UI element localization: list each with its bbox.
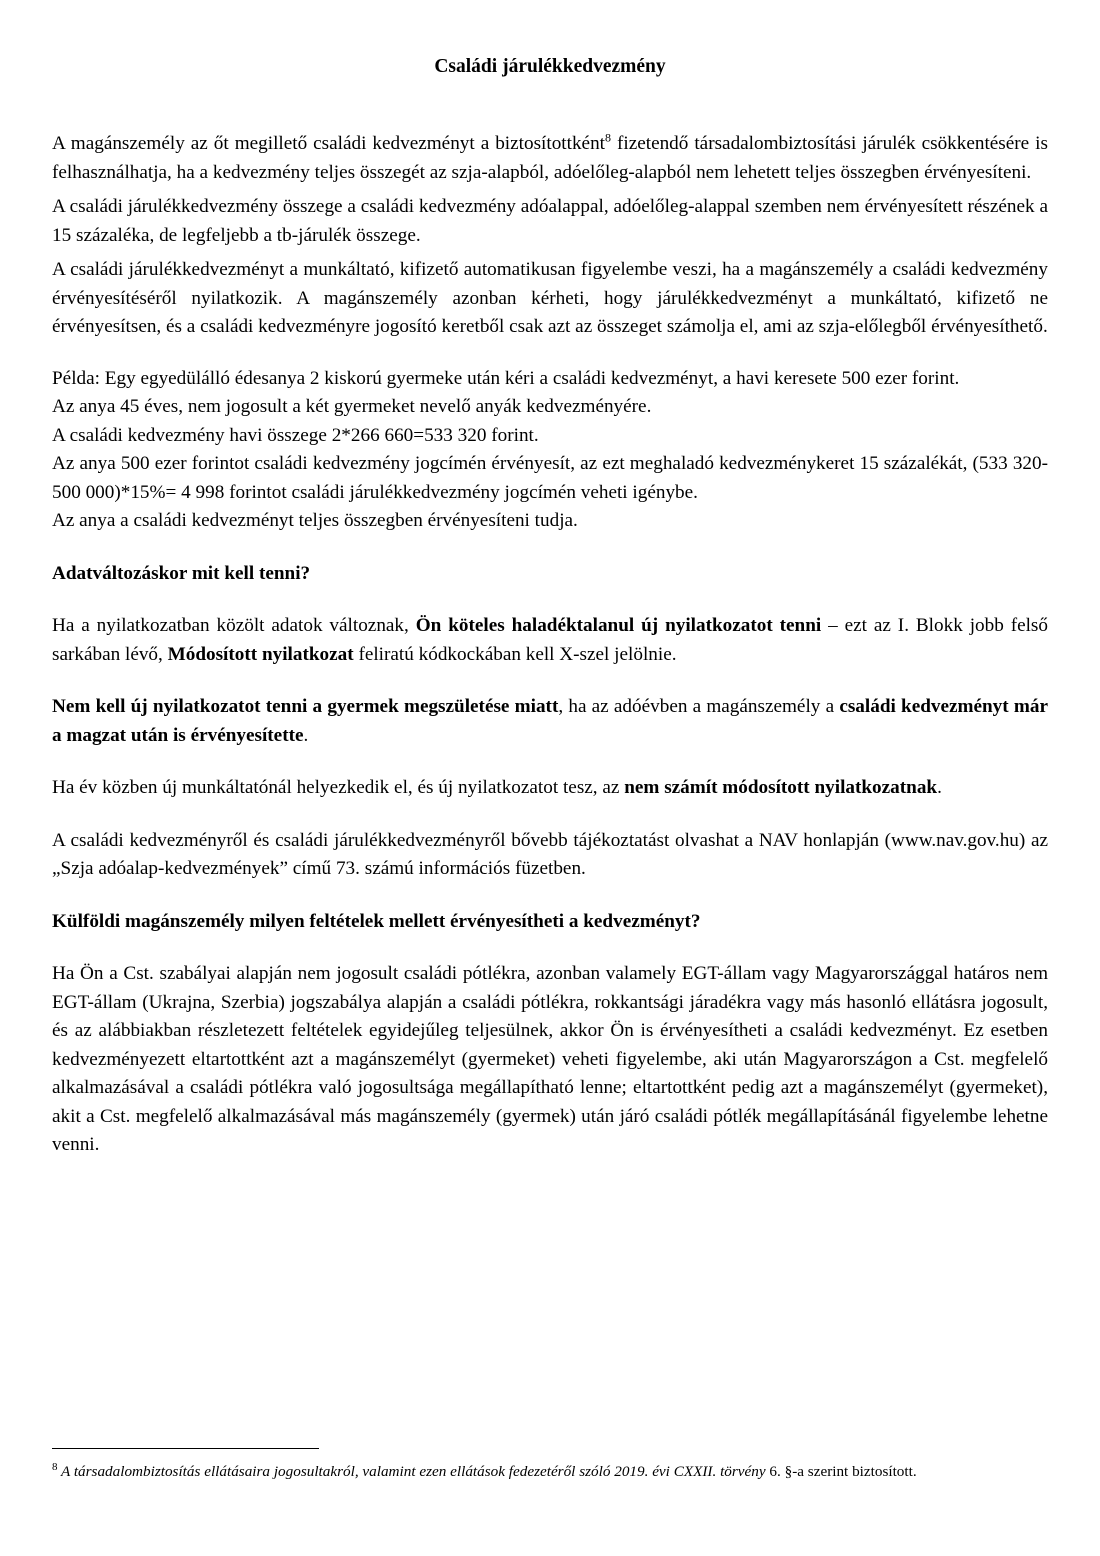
example-line-4: Az anya 500 ezer forintot családi kedvezmény jogcímén érvényesít, az ezt meghaladó kedvezménykeret 15 százalékát, (533 320-500 000)*15%= 4 998 forintot családi járulékkedvezmény jogcímén veheti igénybe. bbox=[52, 453, 1048, 503]
p6-text-c: . bbox=[937, 777, 942, 798]
footnote-reference: 8 bbox=[605, 130, 611, 145]
example-block bbox=[52, 365, 1048, 536]
footnote-rest: 6. §-a szerint biztosított. bbox=[765, 1463, 917, 1480]
p4-bold-d: Módosított nyilatkozat bbox=[167, 643, 354, 665]
footnote-mark: 8 bbox=[52, 1460, 58, 1473]
heading-data-change: Adatváltozáskor mit kell tenni? bbox=[52, 562, 311, 584]
page-title: Családi járulékkedvezmény bbox=[434, 56, 666, 77]
p1-text-a: A magánszemély az őt megillető családi kedvezményt a biztosítottként bbox=[52, 133, 605, 154]
example-line-2: Az anya 45 éves, nem jogosult a két gyermeket nevelő anyák kedvezményére. bbox=[52, 396, 652, 417]
p6-bold-b: nem számít módosított nyilatkozatnak bbox=[624, 777, 938, 798]
heading-foreign-individual: Külföldi magánszemély milyen feltételek mellett érvényesítheti a kedvezményt? bbox=[52, 910, 701, 932]
paragraph-new-employer bbox=[52, 774, 1048, 803]
p6-text-a: Ha év közben új munkáltatónál helyezkedik el, és új nyilatkozatot tesz, az bbox=[52, 777, 625, 798]
p5-bold-c: családi kedvezményt már a magzat után is érvényesítette bbox=[52, 696, 1048, 746]
example-line-3: A családi kedvezmény havi összege 2*266 660=533 320 forint. bbox=[52, 424, 539, 446]
p1-text-b: fizetendő társadalombiztosítási járulék csökkentésére is felhasználhatja, ha a kedvezmény teljes összegét az szja-alapból, adóelőleg-alapból nem lehetett teljes összegben érvényesíteni. bbox=[52, 133, 1048, 183]
footnote bbox=[52, 1462, 1048, 1482]
p4-text-a: Ha a nyilatkozatban közölt adatok változnak, bbox=[52, 615, 416, 636]
p5-text-d: . bbox=[303, 724, 309, 746]
paragraph-discount-amount: A családi járulékkedvezmény összege a családi kedvezmény adóalappal, adóelőleg-alappal szemben nem érvényesített részének a 15 százaléka, de legfeljebb a tb-járulék összege. bbox=[52, 196, 1048, 246]
p5-text-b: , ha az adóévben a magánszemély a bbox=[558, 696, 840, 717]
paragraph-data-change bbox=[52, 612, 1048, 669]
p5-bold-a: Nem kell új nyilatkozatot tenni a gyermek megszületése miatt bbox=[52, 696, 559, 717]
example-line-1: Példa: Egy egyedülálló édesanya 2 kiskorú gyermeke után kéri a családi kedvezményt, a havi keresete 500 ezer forint. bbox=[52, 367, 960, 389]
p4-bold-b: Ön köteles haladéktalanul új nyilatkozatot tenni bbox=[415, 615, 822, 636]
paragraph-nav-info: A családi kedvezményről és családi járulékkedvezményről bővebb tájékoztatást olvashat a NAV honlapján (www.nav.gov.hu) az „Szja adóalap-kedvezmények” című 73. számú információs füzetben. bbox=[52, 829, 1048, 879]
paragraph-employer-handling: A családi járulékkedvezményt a munkáltató, kifizető automatikusan figyelembe veszi, ha a magánszemély a családi kedvezmény érvényesítéséről nyilatkozik. A magánszemély azonban kérheti, hogy járulékkedvezményt a munkáltató, kifizető ne érvényesítsen, és a családi kedvezményre jogosító keretből csak azt az összeget számolja el, ami az szja-előlegből érvényesíthető. bbox=[52, 259, 1048, 337]
footnote-divider bbox=[52, 1448, 319, 1449]
paragraph-birth-no-new-declaration bbox=[52, 693, 1048, 750]
paragraph-foreign-conditions: Ha Ön a Cst. szabályai alapján nem jogosult családi pótlékra, azonban valamely EGT-állam vagy Magyarországgal határos nem EGT-állam (Ukrajna, Szerbia) jogszabálya alapján a családi pótlékra, rokkantsági járadékra vagy más hasonló ellátásra jogosult, és az alábbiakban részletezett feltételek egyidejűleg teljesülnek, akkor Ön is érvényesítheti a családi kedvezményt. Ez esetben kedvezményezett eltartottként azt a magánszemélyt (gyermeket) veheti figyelembe, aki után Magyarországon a Cst. megfelelő alkalmazásával a családi pótlékra való jogosultsága megállapítható lenne; eltartottként pedig azt a magánszemélyt (gyermeket), akit a Cst. megfelelő alkalmazásával más magánszemély (gyermek) után járó családi pótlék megállapításánál figyelembe lehetne venni. bbox=[52, 963, 1048, 1155]
paragraph-family-contribution-intro bbox=[52, 130, 1048, 187]
p4-text-c: – ezt az I. Blokk jobb felső sarkában lévő, bbox=[52, 615, 1048, 665]
example-line-5: Az anya a családi kedvezményt teljes összegben érvényesíteni tudja. bbox=[52, 510, 578, 531]
p4-text-e: feliratú kódkockában kell X-szel jelölnie. bbox=[353, 643, 677, 665]
document-body bbox=[52, 130, 1048, 1160]
footnote-italic: A társadalombiztosítás ellátásaira jogosultakról, valamint ezen ellátások fedezetéről szóló 2019. évi CXXII. törvény bbox=[57, 1463, 766, 1480]
